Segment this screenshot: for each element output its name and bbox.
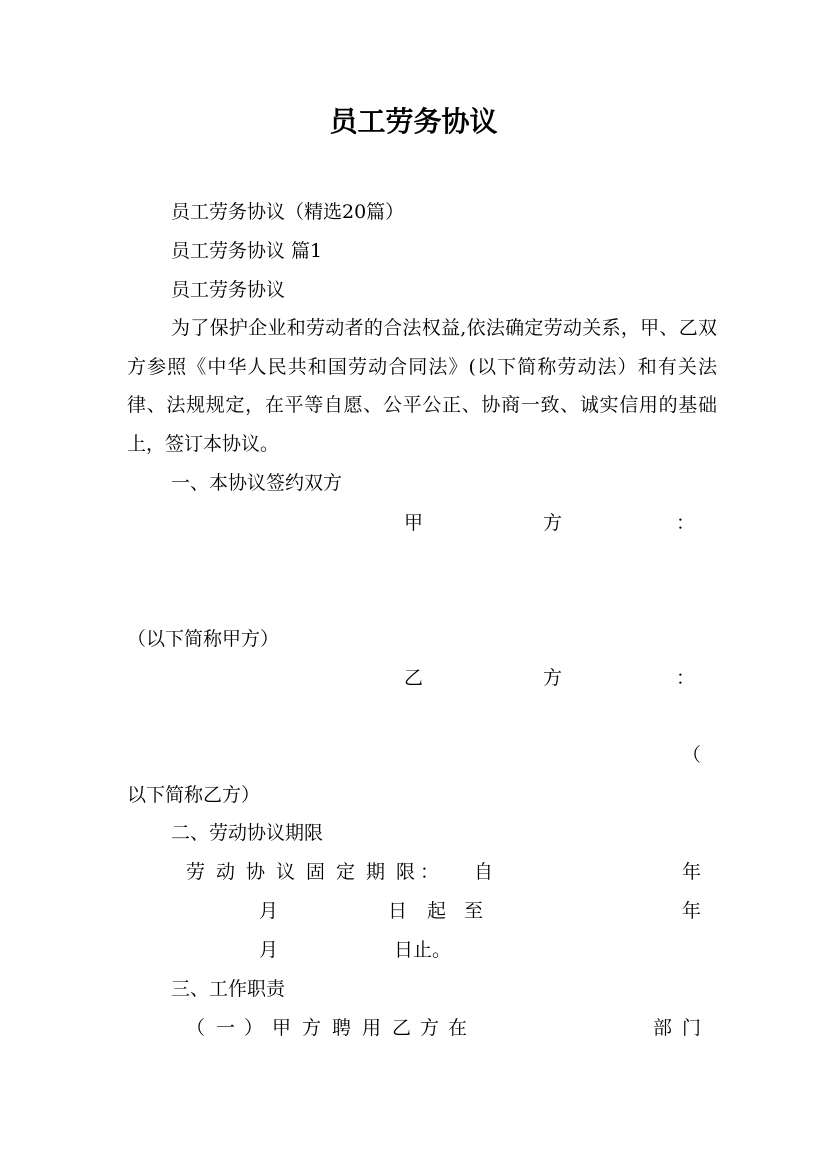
duty-char: （ bbox=[186, 1017, 206, 1039]
doc-name-line: 员工劳务协议 bbox=[171, 279, 286, 301]
term-month: 月 bbox=[259, 939, 279, 961]
section-1-heading: 一、本协议签约双方 bbox=[171, 472, 343, 494]
duty-char: 方 bbox=[302, 1017, 322, 1039]
party-a-label-colon: ： bbox=[676, 512, 696, 534]
term-year: 年 bbox=[682, 861, 702, 883]
term-char: 限 bbox=[396, 861, 416, 883]
party-b-label-char: 方 bbox=[543, 667, 563, 689]
section-2-heading: 二、劳动协议期限 bbox=[171, 822, 324, 844]
duty-char: 方 bbox=[420, 1017, 440, 1039]
subtitle-line: 员工劳务协议（精选20篇） bbox=[171, 201, 405, 223]
duty-char: 部 bbox=[653, 1017, 673, 1039]
term-from: 自 bbox=[474, 861, 494, 883]
term-to: 至 bbox=[464, 900, 484, 922]
chapter-line: 员工劳务协议 篇1 bbox=[171, 240, 323, 262]
term-char: 议 bbox=[276, 861, 296, 883]
duty-char: 甲 bbox=[272, 1017, 292, 1039]
party-b-label-colon: ： bbox=[676, 667, 696, 689]
term-colon: ： bbox=[420, 861, 440, 883]
party-a-note: （以下简称甲方） bbox=[127, 628, 280, 650]
term-month: 月 bbox=[259, 900, 279, 922]
duty-char: 在 bbox=[448, 1017, 468, 1039]
term-year: 年 bbox=[682, 900, 702, 922]
party-b-label-char: 乙 bbox=[404, 667, 424, 689]
term-char: 期 bbox=[366, 861, 386, 883]
section-3-heading: 三、工作职责 bbox=[171, 978, 286, 1000]
term-char: 动 bbox=[216, 861, 236, 883]
duty-char: 门 bbox=[682, 1017, 702, 1039]
term-char: 起 bbox=[427, 900, 447, 922]
term-char: 定 bbox=[336, 861, 356, 883]
term-char: 协 bbox=[246, 861, 266, 883]
party-b-open-paren: （ bbox=[682, 744, 702, 766]
term-end: 日止。 bbox=[394, 939, 452, 961]
term-day: 日 bbox=[388, 900, 408, 922]
duty-char: 聘 bbox=[332, 1017, 352, 1039]
duty-char: ） bbox=[244, 1017, 264, 1039]
party-a-label-char: 甲 bbox=[404, 512, 424, 534]
duty-char: 乙 bbox=[392, 1017, 412, 1039]
intro-paragraph: 为了保护企业和劳动者的合法权益,依法确定劳动关系，甲、乙双方参照《中华人民共和国劳动合同法》(以下简称劳动法）和有关法律、法规规定，在平等自愿、公平公正、协商一致、诚实信用的基础上，签订本协议。 bbox=[127, 317, 717, 455]
duty-char: 用 bbox=[362, 1017, 382, 1039]
term-char: 劳 bbox=[186, 861, 206, 883]
duty-char: 一 bbox=[216, 1017, 236, 1039]
document-title: 员工劳务协议 bbox=[329, 105, 498, 138]
term-char: 固 bbox=[306, 861, 326, 883]
party-b-note: 以下简称乙方） bbox=[127, 784, 261, 806]
party-a-label-char: 方 bbox=[543, 512, 563, 534]
